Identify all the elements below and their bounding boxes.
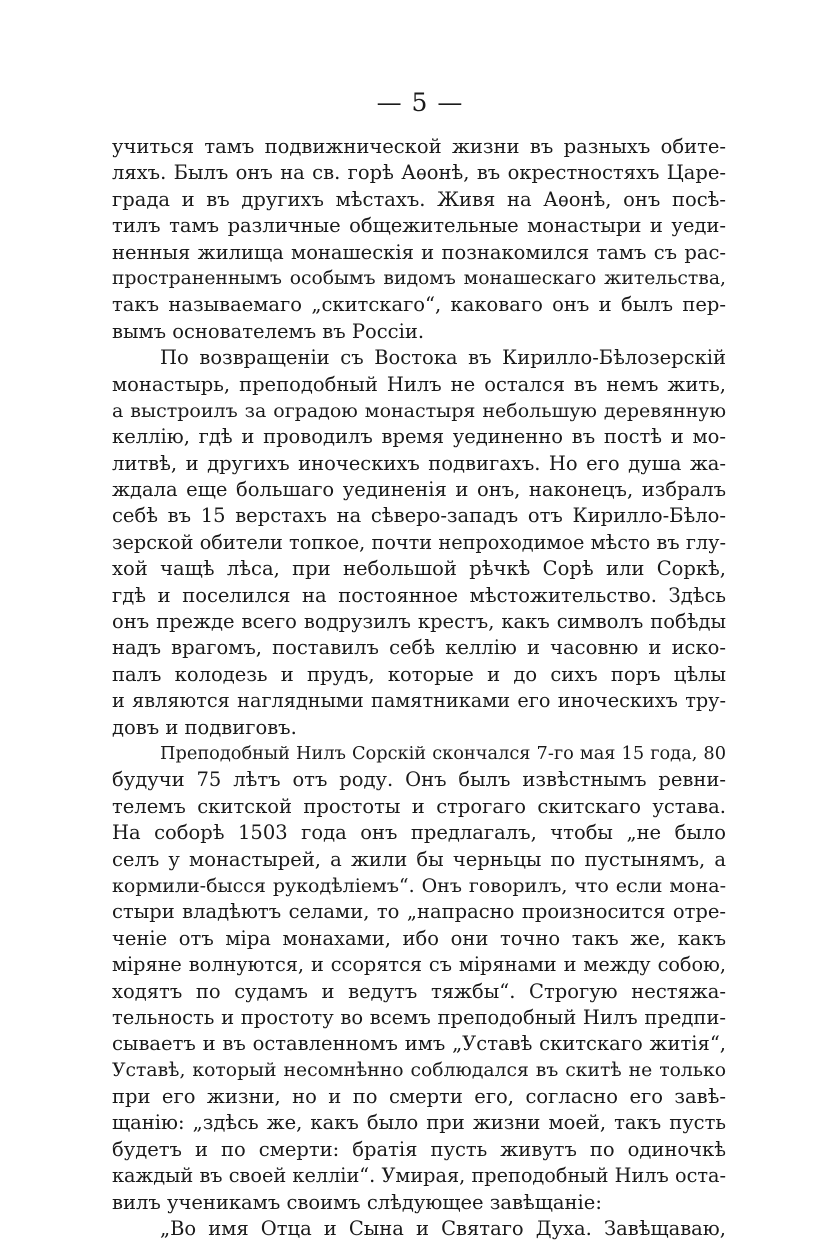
text-line: и являются наглядными памятниками его иноческихъ тру- — [112, 689, 726, 713]
text-line: Уставѣ, который несомнѣнно соблюдался въ скитѣ не только — [112, 1059, 726, 1081]
text-line: надъ врагомъ, поставилъ себѣ келлію и часовню и иско- — [112, 636, 726, 660]
text-line: На соборѣ 1503 года онъ предлагалъ, чтобы „не было — [112, 821, 726, 845]
text-line: будетъ и по смерти: братія пусть живутъ по одиночкѣ — [112, 1137, 726, 1161]
text-line: гдѣ и поселился на постоянное мѣстожительство. Здѣсь — [112, 583, 726, 607]
text-line: а выстроилъ за оградою монастыря небольшую деревянную — [112, 399, 726, 422]
text-line: сываетъ и въ оставленномъ имъ „Уставѣ скитскаго житія“, — [112, 1032, 726, 1056]
body-text — [112, 134, 726, 1242]
text-line: ходятъ по судамъ и ведутъ тяжбы“. Строгую нестяжа- — [112, 979, 726, 1003]
text-line: тельность и простоту во всемъ преподобный Нилъ предпи- — [112, 1005, 726, 1029]
text-line: пространеннымъ особымъ видомъ монашескаго жительства, — [112, 267, 726, 289]
text-line: себѣ въ 15 верстахъ на сѣверо-западъ отъ Кирилло-Бѣло- — [112, 504, 726, 528]
text-line: литвѣ, и другихъ иноческихъ подвигахъ. Но его душа жа- — [112, 451, 726, 475]
text-line: довъ и подвиговъ. — [112, 715, 297, 739]
text-line: каждый въ своей келліи“. Умирая, преподобный Нилъ оста- — [112, 1164, 726, 1188]
text-line: зерской обители топкое, почти непроходимое мѣсто въ глу- — [112, 530, 726, 554]
paragraph-2 — [112, 345, 726, 741]
text-line: келлію, гдѣ и проводилъ время уединенно въ постѣ и мо- — [112, 425, 726, 449]
paragraph-1 — [112, 134, 726, 345]
paragraph-3 — [112, 741, 726, 1216]
text-line: По возвращеніи съ Востока въ Кирилло-Бѣлозерскій — [160, 346, 726, 370]
text-line: будучи 75 лѣтъ отъ роду. Онъ былъ извѣстнымъ ревни- — [112, 768, 726, 792]
text-line: ненныя жилища монашескія и познакомился тамъ съ рас- — [112, 240, 726, 264]
text-line: града и въ другихъ мѣстахъ. Живя на Аѳонѣ, онъ посѣ- — [112, 187, 726, 211]
text-line: селъ у монастырей, а жили бы черньцы по пустынямъ, а — [112, 847, 726, 871]
text-line: стыри владѣютъ селами, то „напрасно произносится отре- — [112, 900, 726, 924]
text-line: телемъ скитской простоты и строгаго скитскаго устава. — [112, 794, 726, 818]
text-line: „Во имя Отца и Сына и Святаго Духа. Завѣщаваю, — [160, 1217, 726, 1241]
text-line: онъ прежде всего водрузилъ крестъ, какъ символъ побѣды — [112, 610, 726, 634]
page-number: — 5 — — [376, 88, 464, 117]
text-line: вилъ ученикамъ своимъ слѣдующее завѣщаніе: — [112, 1190, 602, 1214]
text-line: учиться тамъ подвижнической жизни въ разныхъ обите- — [112, 135, 726, 158]
text-line: ченіе отъ міра монахами, ибо они точно такъ же, какъ — [112, 926, 726, 950]
text-line: Преподобный Нилъ Сорскій скончался 7-го мая 15 года, 80 — [160, 743, 726, 764]
text-line: кормили-бысся рукодѣліемъ“. Онъ говорилъ, что если мона- — [112, 874, 726, 897]
text-line: палъ колодезь и прудъ, которые и до сихъ поръ цѣлы — [112, 662, 726, 686]
text-line: щанію: „здѣсь же, какъ было при жизни моей, такъ пусть — [112, 1111, 726, 1135]
text-line: вымъ основателемъ въ Россіи. — [112, 319, 425, 343]
text-line: такъ называемаго „скитскаго“, каковаго онъ и былъ пер- — [112, 293, 726, 317]
text-line: монастырь, преподобный Нилъ не остался въ немъ жить, — [112, 372, 726, 396]
text-line: хой чащѣ лѣса, при небольшой рѣчкѣ Сорѣ или Соркѣ, — [112, 557, 726, 581]
text-line: ляхъ. Былъ онъ на св. горѣ Аѳонѣ, въ окрестностяхъ Царе- — [112, 161, 726, 185]
text-line: ждала еще большаго уединенія и онъ, наконецъ, избралъ — [112, 478, 726, 502]
text-line: при его жизни, но и по смерти его, согласно его завѣ- — [112, 1085, 726, 1109]
text-line: тилъ тамъ различные общежительные монастыри и уеди- — [112, 214, 726, 238]
text-line: міряне волнуются, и ссорятся съ мірянами и между собою, — [112, 953, 726, 977]
paragraph-4 — [112, 1216, 726, 1242]
